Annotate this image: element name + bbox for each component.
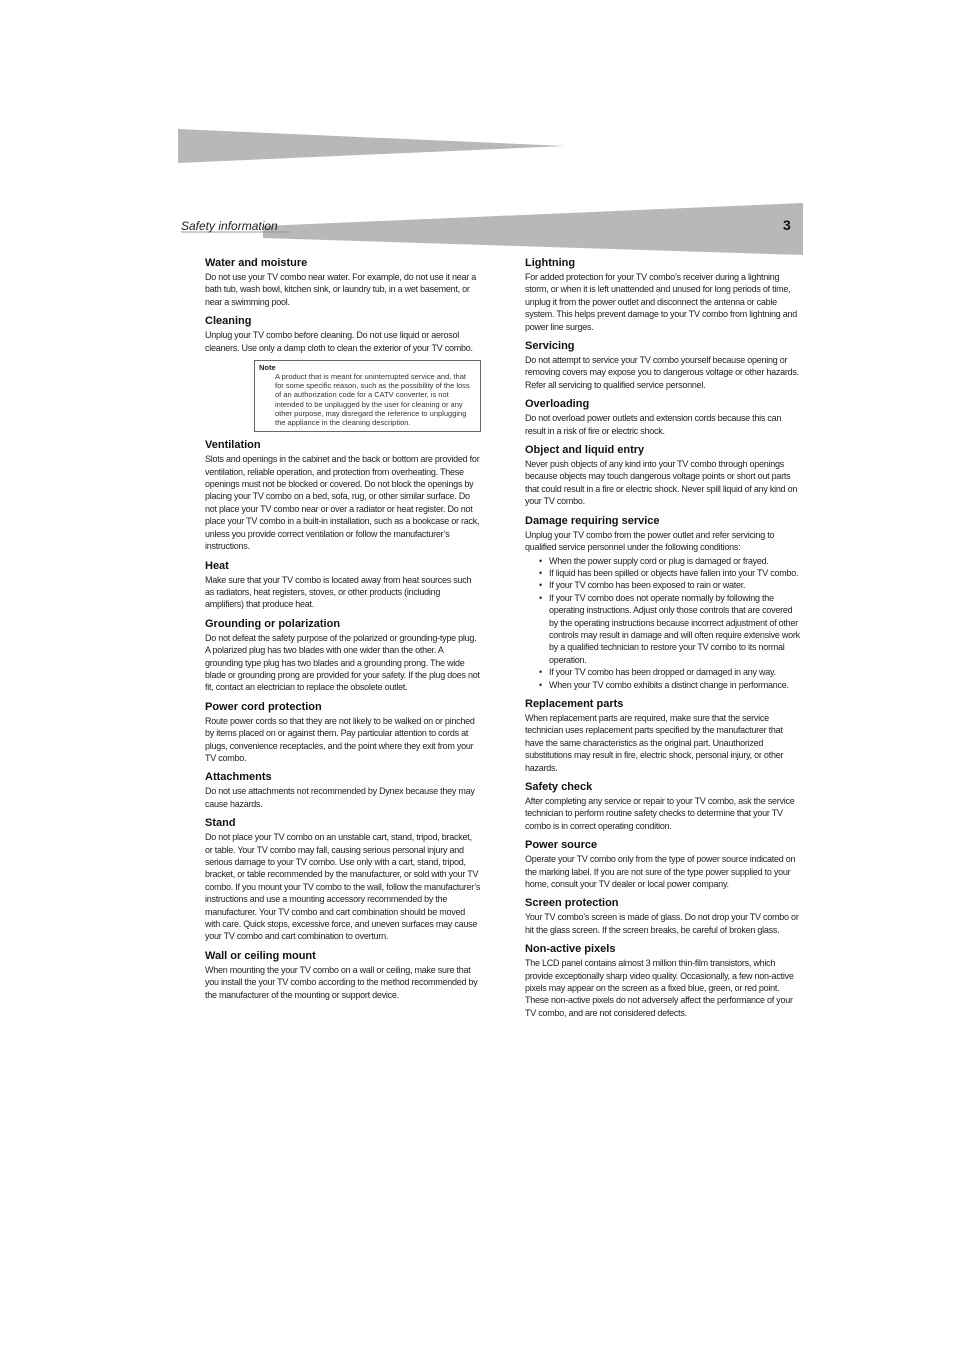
list-item: • If liquid has been spilled or objects have fallen into your TV combo. — [539, 567, 802, 579]
section-title: Cleaning — [205, 315, 252, 328]
section-wall-mount — [205, 949, 481, 1001]
section-body: Unplug your TV combo from the power outlet and refer servicing to qualified service personnel under the following conditions: — [525, 529, 775, 553]
section-title: Overloading — [525, 398, 590, 411]
section-overloading — [525, 397, 802, 437]
section-title: Attachments — [205, 771, 272, 784]
section-body: After completing any service or repair to your TV combo, ask the service technician to perform routine safety checks to determine that your TV combo is in correct operating condition. — [525, 796, 795, 831]
section-title: Wall or ceiling mount — [205, 949, 316, 962]
section-lightning — [525, 256, 802, 333]
section-grounding — [205, 617, 481, 694]
section-title: Ventilation — [205, 439, 261, 452]
section-body: When replacement parts are required, make sure that the service technician uses replacement parts specified by the manufacturer that have the same characteristics as the original part. Unauthorized substitutions may result in fire, electric shock, personal injury, or other hazards. — [525, 712, 784, 773]
list-item: • If your TV combo has been dropped or damaged in any way. — [539, 666, 802, 678]
section-title: Power source — [525, 839, 598, 852]
note-text: A product that is meant for uninterrupted service and, that for some specific reason, such as the possibility of the loss of an authorization code for a CATV converter, is not intended to be unplugged by the user for cleaning or any other purpose, may disregard the reference to unplugging the appliance in the cleaning description. — [275, 372, 470, 428]
section-title: Lightning — [525, 257, 576, 269]
section-title: Object and liquid entry — [525, 444, 645, 457]
section-water — [205, 256, 481, 308]
section-body: Do not attempt to service your TV combo yourself because opening or removing covers may expose you to dangerous voltage or other hazards. Refer all servicing to qualified service personnel. — [525, 355, 799, 390]
section-heat — [205, 559, 481, 611]
section-title: Power cord protection — [205, 700, 322, 713]
section-body: Your TV combo’s screen is made of glass. Do not drop your TV combo or hit the glass screen. If the screen breaks, be careful of broken glass. — [525, 912, 799, 935]
section-title: Stand — [205, 817, 236, 830]
section-title: Safety check — [525, 781, 593, 793]
section-body: Make sure that your TV combo is located away from heat sources such as radiators, heat registers, stoves, or other products (including amplifiers) that produce heat. — [205, 574, 472, 610]
section-screen — [525, 896, 802, 936]
section-title: Non-active pixels — [525, 943, 616, 956]
note-label: Note — [259, 363, 276, 373]
section-title: Replacement parts — [525, 697, 624, 710]
section-title: Grounding or polarization — [205, 617, 341, 630]
damage-bullet-list — [525, 555, 802, 691]
right-column — [525, 256, 802, 1025]
section-title: Screen protection — [525, 897, 619, 910]
section-body: Do not overload power outlets and extension cords because this can result in a risk of fire or electric shock. — [525, 413, 782, 436]
section-body: Do not defeat the safety purpose of the polarized or grounding-type plug. A polarized plug has two blades with one wider than the other. A grounding type plug has two blades and a grounding prong. The wide blade or grounding prong are provided for your safety. If the plug does not fit, contact an electrician to replace the obsolete outlet. — [205, 632, 480, 693]
page-number: 3 — [783, 217, 791, 233]
section-cleaning — [205, 314, 481, 354]
section-object-liquid — [525, 443, 802, 508]
section-safety-check — [525, 780, 802, 832]
section-replacement — [525, 697, 802, 774]
note-box — [254, 360, 481, 432]
section-body: Do not use your TV combo near water. For example, do not use it near a bath tub, wash bowl, kitchen sink, or laundry tub, in a wet basement, or near a swimming pool. — [205, 272, 476, 307]
section-damage — [525, 514, 802, 691]
section-non-active — [525, 942, 802, 1019]
top-wedge — [178, 129, 565, 163]
section-body: Never push objects of any kind into your TV combo through openings because objects may touch dangerous voltage points or short out parts that could result in a fire or electric shock. Never spill liquid of any kind on your TV combo. — [525, 459, 798, 507]
section-title: Heat — [205, 559, 229, 572]
section-title: Water and moisture — [205, 257, 308, 269]
section-body: Slots and openings in the cabinet and the back or bottom are provided for ventilation, reliable operation, and protection from overheating. These openings must not be blocked or covered. Do not block the openings by placing your TV combo on a bed, sofa, rug, or other similar surface. Do not place your TV combo near or over a radiator or heat register. Do not place your TV combo in a built-in installation, such as a bookcase or rack, unless you provide correct ventilation or follow the manufacturer’s instructions. — [205, 454, 480, 552]
header-wedge — [263, 203, 803, 255]
list-item: • If your TV combo does not operate normally by following the operating instructions. Adjust only those controls that are covered by the operating instructions because incorrect adjustment of other controls may result in damage and will often require extensive work by a qualified technician to restore your TV combo to its normal operation. — [539, 592, 802, 666]
section-title: Servicing — [525, 340, 575, 353]
section-body: Operate your TV combo only from the type of power source indicated on the marking label. If you are not sure of the type power supplied to your home, consult your TV dealer or local power company. — [525, 854, 796, 890]
section-body: When mounting the your TV combo on a wall or ceiling, make sure that you install the your TV combo according to the method recommended by the manufacturer of the mounting or support device. — [205, 964, 478, 1000]
list-item: • If your TV combo has been exposed to rain or water. — [539, 579, 802, 591]
section-header-title: Safety information — [181, 219, 278, 233]
section-body: Unplug your TV combo before cleaning. Do not use liquid or aerosol cleaners. Use only a damp cloth to clean the exterior of your TV combo. — [205, 330, 473, 353]
section-body: Do not use attachments not recommended by Dynex because they may cause hazards. — [205, 786, 475, 809]
section-ventilation — [205, 438, 481, 552]
section-power-source — [525, 838, 802, 890]
section-servicing — [525, 339, 802, 391]
section-body: Route power cords so that they are not likely to be walked on or pinched by items placed on or against them. Pay particular attention to cords at plugs, convenience receptacles, and the point where they exit from your TV combo. — [205, 715, 475, 763]
section-title: Damage requiring service — [525, 514, 660, 527]
left-column — [205, 256, 481, 1007]
section-body: Do not place your TV combo on an unstable cart, stand, tripod, bracket, or table. Your TV combo may fall, causing serious personal injury and serious damage to your TV combo. Use only with a cart, stand, tripod, bracket, or table recommended by the manufacturer, or sold with your TV combo. If you mount your TV combo to the wall, follow the manufacturer’s instructions and use a mounting accessory recommended by the manufacturer. Your TV combo and cart combination should be moved with care. Quick stops, excessive force, and uneven surfaces may cause your TV combo and cart combination to overturn. — [205, 832, 481, 942]
section-body: For added protection for your TV combo’s receiver during a lightning storm, or when it is left unattended and unused for long periods of time, unplug it from the power outlet and disconnect the antenna or cable system. This helps prevent damage to your TV combo from lightning and power line surges. — [525, 272, 798, 332]
section-power-cord — [205, 700, 481, 765]
list-item: • When the power supply cord or plug is damaged or frayed. — [539, 555, 802, 567]
section-attachments — [205, 770, 481, 810]
list-item: • When your TV combo exhibits a distinct change in performance. — [539, 679, 802, 691]
section-stand — [205, 816, 481, 943]
section-body: The LCD panel contains almost 3 million thin-film transistors, which provide exceptionally sharp video quality. Occasionally, a few non-active pixels may appear on the screen as a fixed blue, green, or red point. These non-active pixels do not adversely affect the performance of your TV combo, and are not considered defects. — [525, 958, 794, 1018]
